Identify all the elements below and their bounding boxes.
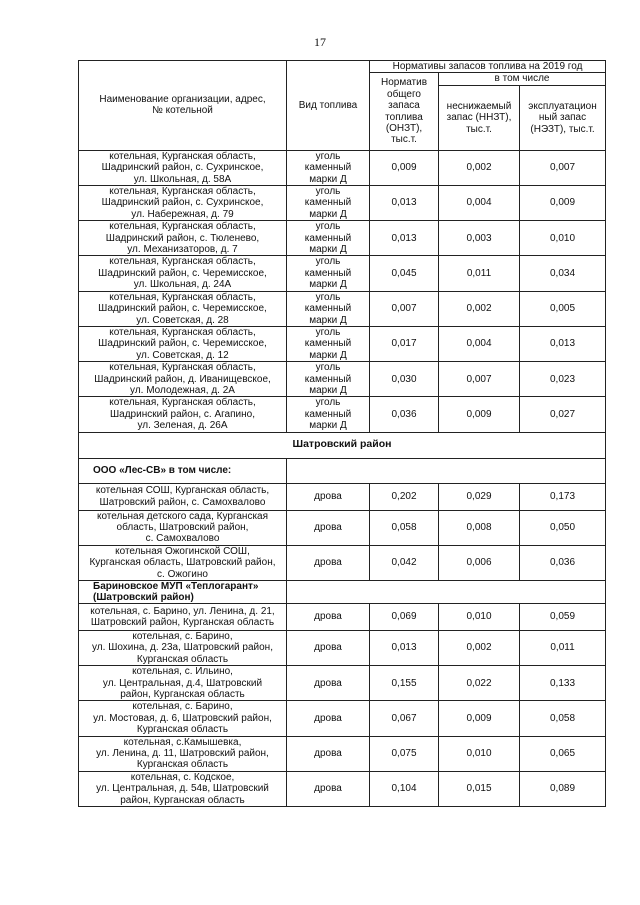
total-reserve: 0,202 (370, 483, 439, 510)
boiler-name: котельная, Курганская область, Шадринский район, с. Агапино, ул. Зеленая, д. 26А (79, 397, 287, 432)
nezt-value: 0,023 (520, 362, 606, 397)
nezt-value: 0,036 (520, 545, 606, 580)
page-number: 17 (314, 35, 326, 49)
nezt-value: 0,007 (520, 150, 606, 185)
nezt-value: 0,013 (520, 326, 606, 361)
fuel-type: уголь каменный марки Д (287, 150, 370, 185)
nnzt-value: 0,029 (439, 483, 520, 510)
table-row (79, 771, 606, 806)
organization-name: Бариновское МУП «Теплогарант» (Шатровский район) (79, 581, 287, 604)
table-row (79, 291, 606, 326)
section-title: Шатровский район (79, 432, 606, 458)
total-reserve: 0,007 (370, 291, 439, 326)
table-row (79, 483, 606, 510)
header-incl: в том числе (439, 73, 606, 85)
total-reserve: 0,075 (370, 736, 439, 771)
table-row (79, 326, 606, 361)
total-reserve: 0,013 (370, 186, 439, 221)
boiler-name: котельная, Курганская область, Шадринский район, д. Иванищевское, ул. Молодежная, д. 2А (79, 362, 287, 397)
boiler-name: котельная, Курганская область, Шадринский район, с. Тюленево, ул. Механизаторов, д. 7 (79, 221, 287, 256)
total-reserve: 0,030 (370, 362, 439, 397)
header-fuel: Вид топлива (287, 61, 370, 151)
nnzt-value: 0,008 (439, 510, 520, 545)
table-row (79, 221, 606, 256)
nezt-value: 0,058 (520, 701, 606, 736)
nezt-value: 0,009 (520, 186, 606, 221)
boiler-name: котельная Ожогинской СОШ, Курганская область, Шатровский район, с. Ожогино (79, 545, 287, 580)
fuel-type: дрова (287, 701, 370, 736)
total-reserve: 0,013 (370, 221, 439, 256)
table-row (79, 604, 606, 631)
nezt-value: 0,089 (520, 771, 606, 806)
fuel-type: дрова (287, 510, 370, 545)
header-name: Наименование организации, адрес, № котельной (79, 61, 287, 151)
table-row (79, 510, 606, 545)
nezt-value: 0,173 (520, 483, 606, 510)
fuel-type: дрова (287, 736, 370, 771)
total-reserve: 0,104 (370, 771, 439, 806)
total-reserve: 0,042 (370, 545, 439, 580)
total-reserve: 0,017 (370, 326, 439, 361)
header-total: Норматив общего запаса топлива (ОНЗТ), тыс.т. (370, 73, 439, 150)
fuel-type: уголь каменный марки Д (287, 186, 370, 221)
boiler-name: котельная, Курганская область, Шадринский район, с. Черемисское, ул. Школьная, д. 24А (79, 256, 287, 291)
fuel-type: уголь каменный марки Д (287, 291, 370, 326)
header-nnzt: неснижаемый запас (ННЗТ), тыс.т. (439, 85, 520, 150)
organization-spacer (287, 581, 606, 604)
table-row (79, 362, 606, 397)
nnzt-value: 0,007 (439, 362, 520, 397)
total-reserve: 0,155 (370, 666, 439, 701)
nnzt-value: 0,015 (439, 771, 520, 806)
table-row (79, 397, 606, 432)
nezt-value: 0,034 (520, 256, 606, 291)
boiler-name: котельная, с. Барино, ул. Мостовая, д. 6, Шатровский район, Курганская область (79, 701, 287, 736)
fuel-type: уголь каменный марки Д (287, 221, 370, 256)
table-row (79, 666, 606, 701)
fuel-type: дрова (287, 545, 370, 580)
total-reserve: 0,067 (370, 701, 439, 736)
nnzt-value: 0,006 (439, 545, 520, 580)
table-row (79, 631, 606, 666)
fuel-type: уголь каменный марки Д (287, 326, 370, 361)
organization-row (79, 458, 606, 483)
nnzt-value: 0,004 (439, 326, 520, 361)
nnzt-value: 0,002 (439, 631, 520, 666)
nnzt-value: 0,010 (439, 604, 520, 631)
fuel-type: дрова (287, 631, 370, 666)
boiler-name: котельная, с.Камышевка, ул. Ленина, д. 11, Шатровский район, Курганская область (79, 736, 287, 771)
table-row (79, 736, 606, 771)
nezt-value: 0,011 (520, 631, 606, 666)
boiler-name: котельная, Курганская область, Шадринский район, с. Сухринское, ул. Школьная, д. 58А (79, 150, 287, 185)
boiler-name: котельная, с. Барино, ул. Ленина, д. 21, Шатровский район, Курганская область (79, 604, 287, 631)
nezt-value: 0,010 (520, 221, 606, 256)
fuel-type: дрова (287, 483, 370, 510)
organization-row (79, 581, 606, 604)
fuel-type: уголь каменный марки Д (287, 362, 370, 397)
table-row (79, 150, 606, 185)
fuel-type: дрова (287, 771, 370, 806)
boiler-name: котельная СОШ, Курганская область, Шатровский район, с. Самохвалово (79, 483, 287, 510)
nnzt-value: 0,011 (439, 256, 520, 291)
total-reserve: 0,013 (370, 631, 439, 666)
section-row (79, 432, 606, 458)
organization-spacer (287, 458, 606, 483)
total-reserve: 0,009 (370, 150, 439, 185)
boiler-name: котельная, с. Ильино, ул. Центральная, д.4, Шатровский район, Курганская область (79, 666, 287, 701)
organization-name: ООО «Лес-СВ» в том числе: (79, 458, 287, 483)
nnzt-value: 0,009 (439, 397, 520, 432)
total-reserve: 0,069 (370, 604, 439, 631)
nnzt-value: 0,002 (439, 291, 520, 326)
nezt-value: 0,005 (520, 291, 606, 326)
boiler-name: котельная детского сада, Курганская область, Шатровский район, с. Самохвалово (79, 510, 287, 545)
header-row-1 (79, 61, 606, 73)
header-norms-title: Нормативы запасов топлива на 2019 год (370, 61, 606, 73)
nnzt-value: 0,002 (439, 150, 520, 185)
fuel-norms-table (78, 60, 606, 807)
fuel-type: дрова (287, 604, 370, 631)
boiler-name: котельная, Курганская область, Шадринский район, с. Черемисское, ул. Советская, д. 12 (79, 326, 287, 361)
nnzt-value: 0,022 (439, 666, 520, 701)
table-row (79, 701, 606, 736)
fuel-type: уголь каменный марки Д (287, 256, 370, 291)
table-row (79, 186, 606, 221)
nezt-value: 0,133 (520, 666, 606, 701)
table-row (79, 256, 606, 291)
nezt-value: 0,059 (520, 604, 606, 631)
nnzt-value: 0,009 (439, 701, 520, 736)
nnzt-value: 0,004 (439, 186, 520, 221)
nezt-value: 0,027 (520, 397, 606, 432)
nezt-value: 0,065 (520, 736, 606, 771)
nnzt-value: 0,010 (439, 736, 520, 771)
total-reserve: 0,058 (370, 510, 439, 545)
boiler-name: котельная, с. Кодское, ул. Центральная, д. 54в, Шатровский район, Курганская область (79, 771, 287, 806)
total-reserve: 0,045 (370, 256, 439, 291)
total-reserve: 0,036 (370, 397, 439, 432)
boiler-name: котельная, Курганская область, Шадринский район, с. Черемисское, ул. Советская, д. 28 (79, 291, 287, 326)
boiler-name: котельная, с. Барино, ул. Шохина, д. 23а, Шатровский район, Курганская область (79, 631, 287, 666)
boiler-name: котельная, Курганская область, Шадринский район, с. Сухринское, ул. Набережная, д. 79 (79, 186, 287, 221)
table-row (79, 545, 606, 580)
fuel-type: дрова (287, 666, 370, 701)
fuel-type: уголь каменный марки Д (287, 397, 370, 432)
nezt-value: 0,050 (520, 510, 606, 545)
header-nezt: эксплуатацион ный запас (НЭЗТ), тыс.т. (520, 85, 606, 150)
nnzt-value: 0,003 (439, 221, 520, 256)
